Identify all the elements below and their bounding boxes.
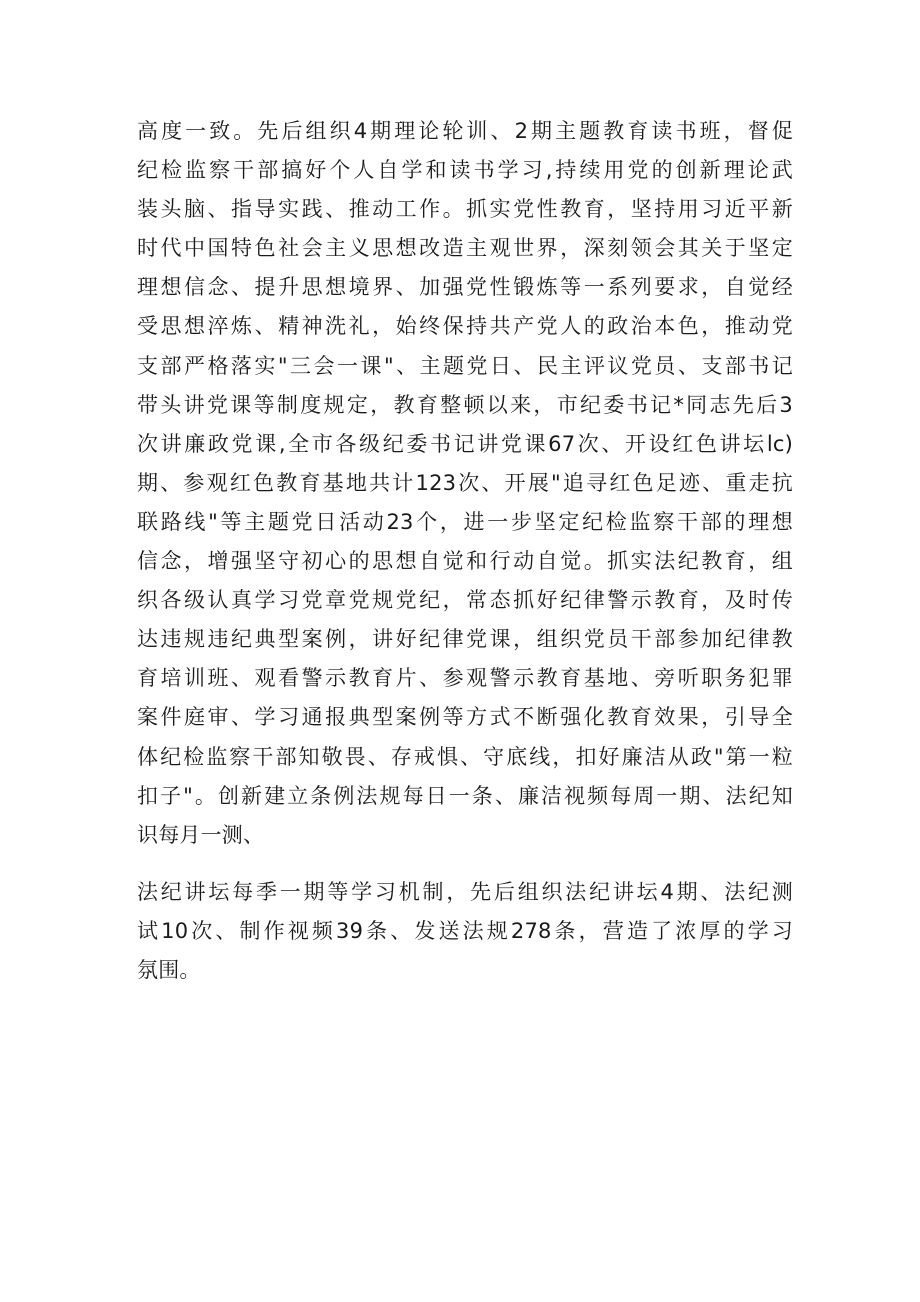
text-line: 联路线"等主题党日活动23个，进一步坚定纪检监察干部的理想 [137, 509, 793, 534]
text-line: 时代中国特色社会主义思想改造主观世界，深刻领会其关于坚定 [137, 236, 793, 261]
text-line: 高度一致。先后组织4期理论轮训、2期主题教育读书班，督促 [137, 119, 793, 143]
text-line: 带头讲党课等制度规定，教育整顿以来，市纪委书记*同志先后3 [137, 392, 793, 417]
text-line: 信念，增强坚守初心的思想自觉和行动自觉。抓实法纪教育，组 [137, 549, 793, 574]
text-line: 扣子"。创新建立条例法规每日一条、廉洁视频每周一期、法纪知 [137, 783, 793, 808]
text-line: 识每月一测、 [137, 822, 265, 847]
text-line: 法纪讲坛每季一期等学习机制，先后组织法纪讲坛4期、法纪测 [137, 879, 793, 904]
text-line: 支部严格落实"三会一课"、主题党日、民主评议党员、支部书记 [137, 353, 793, 378]
text-line: 次讲廉政党课,全市各级纪委书记讲党课67次、开设红色讲坛lc) [137, 431, 793, 456]
text-line: 达违规违纪典型案例，讲好纪律党课，组织党员干部参加纪律教 [137, 627, 793, 652]
body-text [137, 112, 793, 990]
text-line: 期、参观红色教育基地共计123次、开展"追寻红色足迹、重走抗 [137, 470, 793, 495]
paragraph-gap [137, 855, 793, 873]
text-line: 装头脑、指导实践、推动工作。抓实党性教育，坚持用习近平新 [137, 197, 793, 222]
text-line: 织各级认真学习党章党规党纪，常态抓好纪律警示教育，及时传 [137, 588, 793, 613]
text-line: 案件庭审、学习通报典型案例等方式不断强化教育效果，引导全 [137, 705, 793, 730]
text-line: 氛围。 [137, 957, 201, 982]
text-line: 受思想淬炼、精神洗礼，始终保持共产党人的政治本色，推动党 [137, 314, 793, 339]
text-line: 育培训班、观看警示教育片、参观警示教育基地、旁听职务犯罪 [137, 666, 793, 691]
text-line: 纪检监察干部搞好个人自学和读书学习,持续用党的创新理论武 [137, 158, 793, 183]
text-line: 试10次、制作视频39条、发送法规278条，营造了浓厚的学习 [137, 918, 793, 943]
text-line: 理想信念、提升思想境界、加强党性锻炼等一系列要求，自觉经 [137, 275, 793, 300]
text-line: 体纪检监察干部知敬畏、存戒惧、守底线，扣好廉洁从政"第一粒 [137, 744, 793, 769]
